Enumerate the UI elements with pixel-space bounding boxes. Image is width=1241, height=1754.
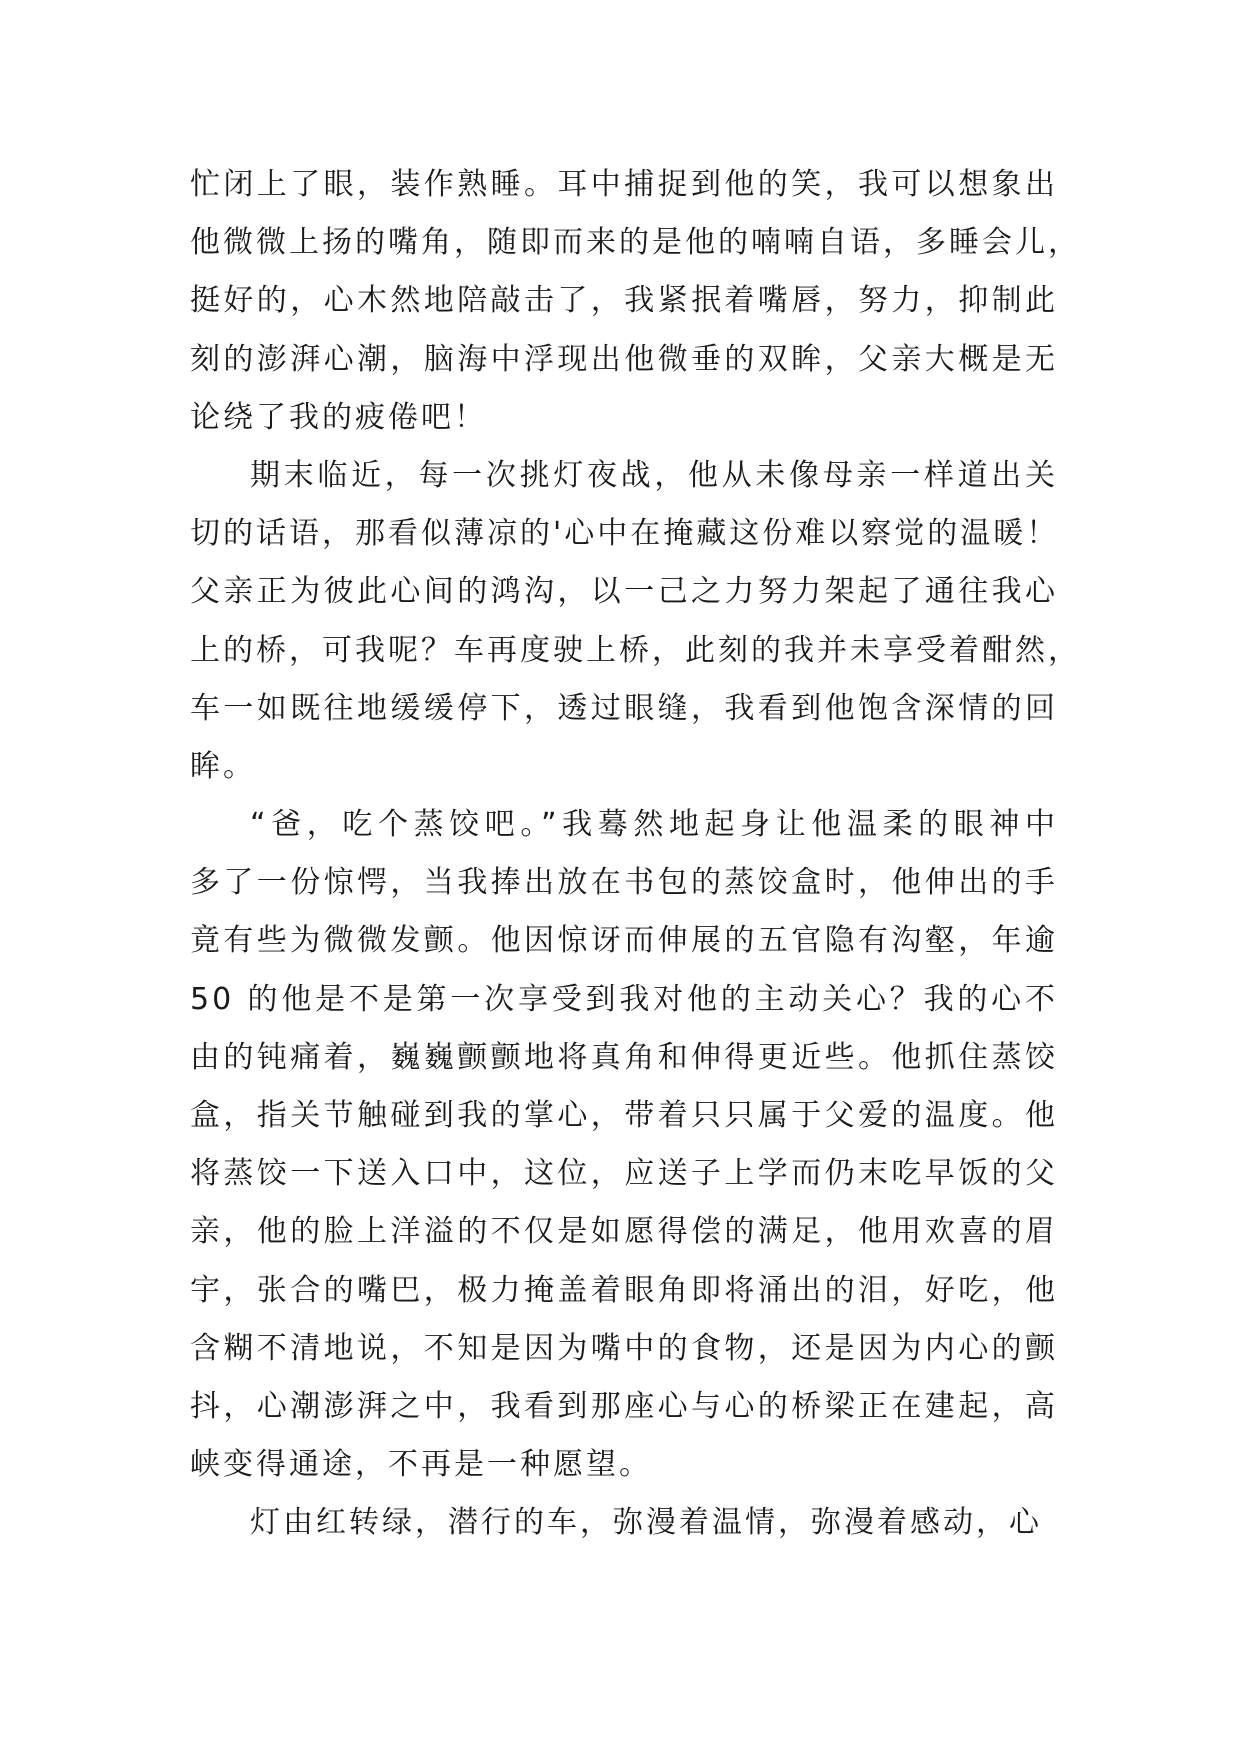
text-line: 上的桥，可我呢？车再度驶上桥，此刻的我并未享受着酣然， [190,632,1081,668]
text-line: 眸。 [190,748,256,784]
text-line: 峡变得通途，不再是一种愿望。 [190,1447,652,1483]
text-line: 宇，张合的嘴巴，极力掩盖着眼角即将涌出的泪，好吃，他 [190,1272,1058,1308]
text-line: 挺好的，心木然地陪敲击了，我紧抿着嘴唇，努力，抑制此 [190,283,1058,319]
text-line: 亲，他的脸上洋溢的不仅是如愿得偿的满足，他用欢喜的眉 [190,1214,1058,1250]
text-line: 抖，心潮澎湃之中，我看到那座心与心的桥梁正在建起，高 [190,1388,1058,1424]
text-line: 父亲正为彼此心间的鸿沟，以一己之力努力架起了通往我心 [190,574,1058,610]
text-line: 将蒸饺一下送入口中，这位，应送子上学而仍末吃早饭的父 [190,1156,1058,1192]
paragraph-first-line: 期末临近，每一次挑灯夜战，他从未像母亲一样道出关 [250,457,1058,493]
text-line: 含糊不清地说，不知是因为嘴中的食物，还是因为内心的颤 [190,1330,1058,1366]
text-line: 刻的澎湃心潮，脑海中浮现出他微垂的双眸，父亲大概是无 [190,341,1058,377]
text-line: 切的话语，那看似薄凉的'心中在掩藏这份难以察觉的温暖！ [190,516,1060,552]
text-line: 竟有些为微微发颤。他因惊讶而伸展的五官隐有沟壑，年逾 [190,923,1058,959]
text-line: 车一如既往地缓缓停下，透过眼缝，我看到他饱含深情的回 [190,690,1058,726]
text-line: 多了一份惊愕，当我捧出放在书包的蒸饺盒时，他伸出的手 [190,865,1058,901]
text-line: 忙闭上了眼，装作熟睡。耳中捕捉到他的笑，我可以想象出 [190,167,1058,202]
essay-body [190,156,1081,1553]
text-line: 他微微上扬的嘴角，随即而来的是他的喃喃自语，多睡会儿， [190,225,1081,261]
text-line: 50 的他是不是第一次享受到我对他的主动关心？我的心不 [190,981,1058,1017]
text-line: 由的钝痛着，巍巍颤颤地将真角和伸得更近些。他抓住蒸饺 [190,1039,1058,1075]
paragraph-first-line: “爸，吃个蒸饺吧。”我蓦然地起身让他温柔的眼神中 [250,807,1058,843]
text-line: 论绕了我的疲倦吧！ [190,399,487,435]
text-line: 盒，指关节触碰到我的掌心，带着只只属于父爱的温度。他 [190,1098,1058,1133]
paragraph-first-line: 灯由红转绿，潜行的车，弥漫着温情，弥漫着感动，心 [250,1505,1042,1541]
